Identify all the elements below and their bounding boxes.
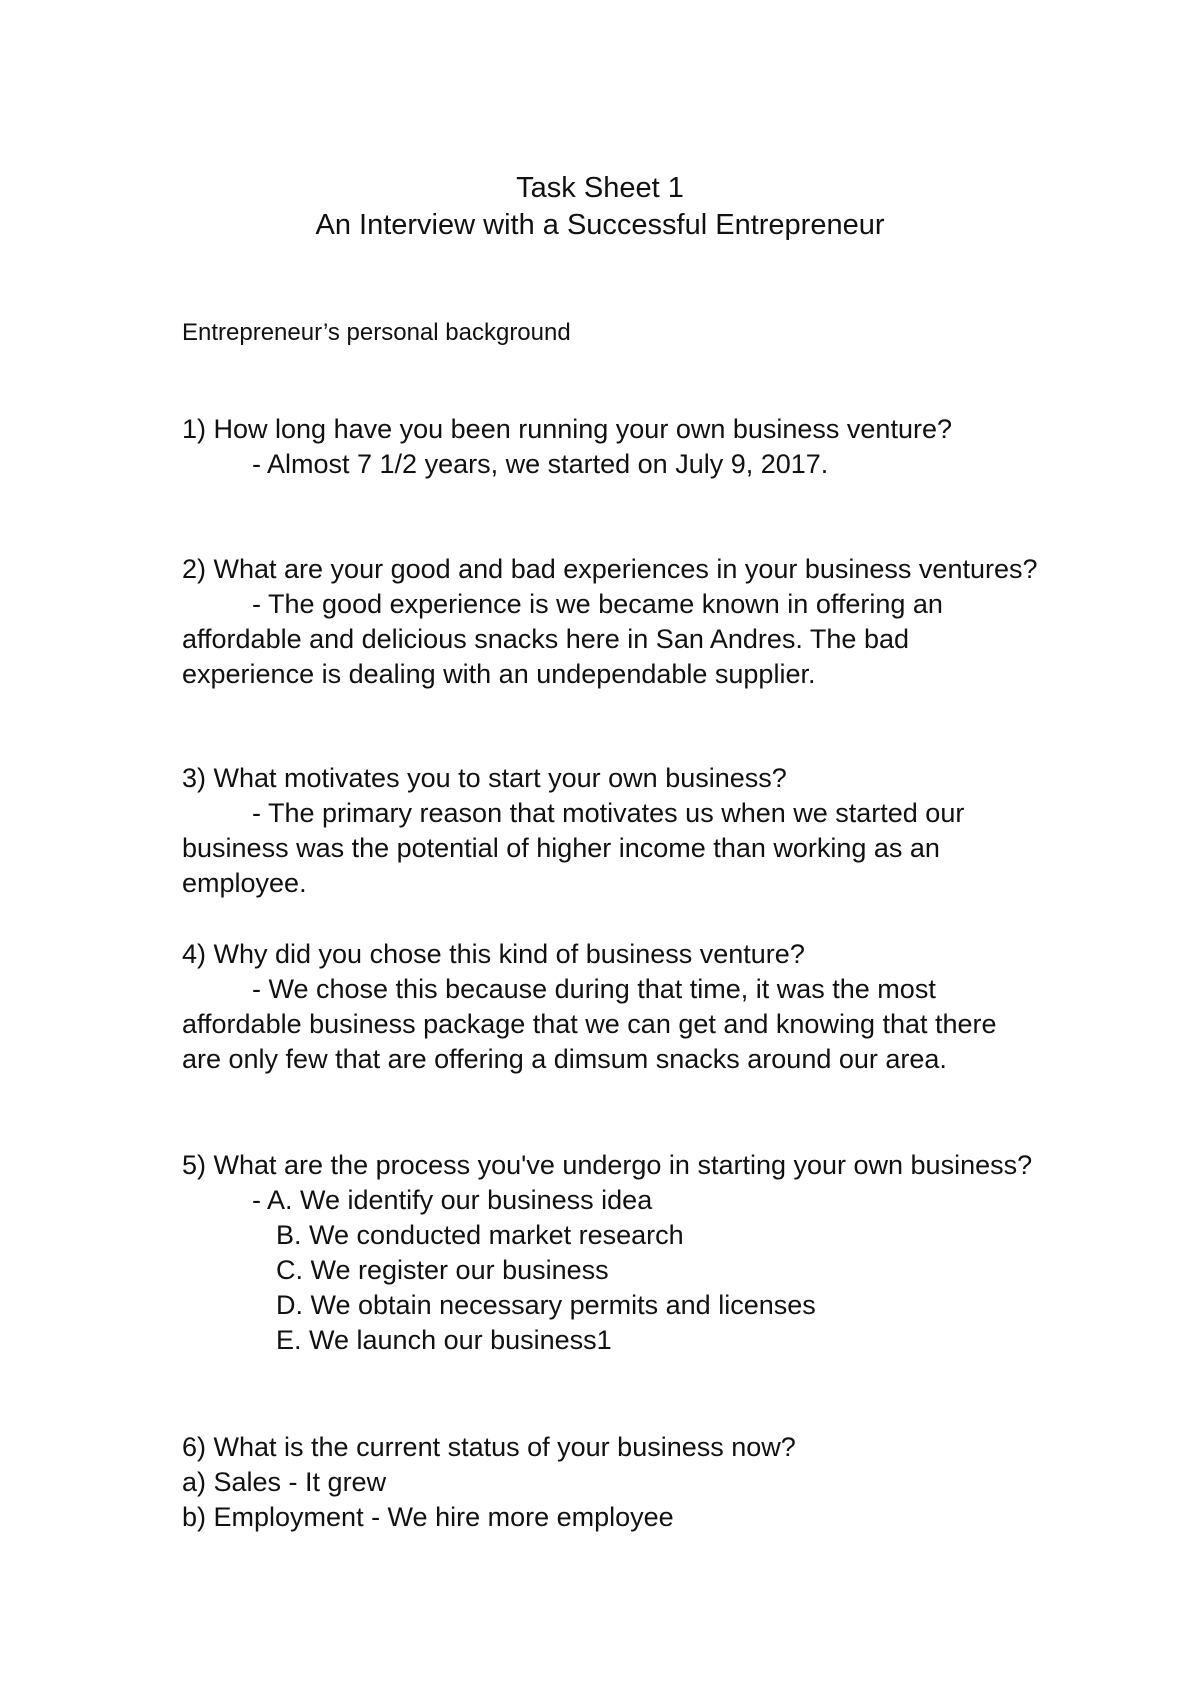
- question-2: 2) What are your good and bad experiences in your business ventures?: [182, 554, 1038, 584]
- process-step: D. We obtain necessary permits and licenses: [276, 1290, 816, 1320]
- process-step: E. We launch our business1: [276, 1325, 612, 1355]
- qa-item-3: [182, 761, 1042, 901]
- title-block: [0, 170, 1200, 244]
- question-3: 3) What motivates you to start your own business?: [182, 763, 787, 793]
- answer-2: - The good experience is we became known in offering an affordable and delicious snacks here in San Andres. The bad experience is dealing with an undependable supplier.: [182, 589, 951, 689]
- qa-item-4: [182, 937, 1042, 1077]
- process-step: C. We register our business: [276, 1255, 609, 1285]
- document-subtitle: An Interview with a Successful Entrepreneur: [315, 209, 885, 241]
- qa-item-1: [182, 412, 1042, 482]
- question-4: 4) Why did you chose this kind of business venture?: [182, 939, 805, 969]
- status-item: b) Employment - We hire more employee: [182, 1502, 674, 1532]
- answer-1: - Almost 7 1/2 years, we started on July 9, 2017.: [252, 449, 829, 479]
- process-step: B. We conducted market research: [276, 1220, 684, 1250]
- qa-item-6: [182, 1430, 1042, 1535]
- answer-3: - The primary reason that motivates us when we started our business was the potential of higher income than working as an employee.: [182, 798, 972, 898]
- question-5: 5) What are the process you've undergo in starting your own business?: [182, 1150, 1033, 1180]
- qa-item-5: [182, 1148, 1042, 1358]
- process-step: - A. We identify our business idea: [252, 1185, 653, 1215]
- qa-item-2: [182, 552, 1042, 692]
- answer-4: - We chose this because during that time, it was the most affordable business package that we can get and knowing that there are only few that are offering a dimsum snacks around our area.: [182, 974, 1005, 1074]
- document-title: Task Sheet 1: [516, 172, 684, 204]
- question-6: 6) What is the current status of your business now?: [182, 1432, 796, 1462]
- section-heading: Entrepreneur’s personal background: [182, 319, 571, 346]
- question-1: 1) How long have you been running your own business venture?: [182, 414, 952, 444]
- status-item: a) Sales - It grew: [182, 1467, 387, 1497]
